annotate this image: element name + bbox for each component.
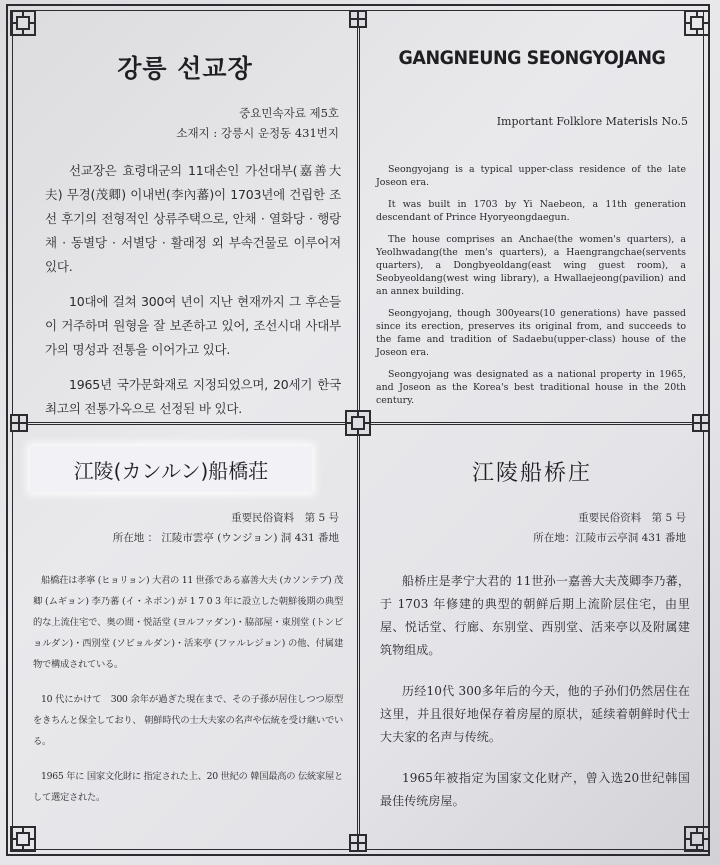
korean-paragraph: 1965년 국가문화재로 지정되었으며, 20세기 한국 최고의 전통가옥으로 선정된 바 있다.	[45, 377, 341, 416]
english-paragraph: Seongyojang was designated as a national property in 1965, and Joseon as the Korea's best traditional house in the 20th century.	[376, 369, 686, 406]
korean-location: 소재지 : 강릉시 운정동 431번지	[176, 126, 339, 140]
english-panel	[360, 11, 704, 422]
korean-body	[45, 159, 341, 432]
chinese-paragraph: 历经10代 300多年后的今天，他的子孙们仍然居住在这里，并且很好地保存着房屋的原状，延续着朝鲜时代士大夫家的名声与传统。	[380, 684, 690, 744]
japanese-body	[33, 570, 343, 822]
chinese-paragraph: 1965年被指定为国家文化财产，曾入选20世纪韩国最佳传统房屋。	[380, 771, 690, 808]
chinese-title: 江陵船桥庄	[471, 461, 592, 486]
chinese-designation: 重要民俗资料 第 5 号	[578, 512, 686, 524]
japanese-title: 江陵(カンルン)船橋荘	[73, 459, 269, 483]
japanese-designation: 重要民俗資料 第 5 号	[231, 512, 339, 524]
korean-designation: 중요민속자료 제5호	[239, 106, 339, 120]
chinese-paragraph: 船桥庄是孝宁大君的 11世孙一嘉善大夫茂卿李乃蕃，于 1703 年修建的典型的朝鲜后期上流阶层住宅，由里屋、悦话堂、行廊、东别堂、西别堂、活来亭以及附属建筑物组成。	[380, 574, 690, 657]
english-body	[376, 163, 686, 416]
japanese-paragraph: 1965 年に 国家文化財に 指定された上、20 世紀の 韓国最高の 伝統家屋として選定された。	[33, 771, 343, 803]
japanese-panel	[13, 426, 357, 850]
chinese-location: 所在地：江陵市云亭洞 431 番地	[533, 532, 686, 544]
english-paragraph: The house comprises an Anchae(the women's quarters), a Yeolhwadang(the men's quarters), a Haengrangchae(servents quarters), a Dongbyeoldang(east wing guest room), a Seobyeoldang(west wing library), a Hwallaejeong(pavilion) and an annex building.	[376, 234, 686, 297]
korean-title: 강릉 선교장	[117, 54, 253, 83]
korean-paragraph: 선교장은 효령대군의 11대손인 가선대부(嘉善大夫) 무경(茂卿) 이내번(李內蕃)이 1703년에 건립한 조선 후기의 전형적인 상류주택으로, 안채 · 열화당 · 행랑채 · 동별당 · 서별당 · 활래정 외 부속건물로 이루어져 있다.	[45, 163, 341, 274]
english-paragraph: Seongyojang is a typical upper-class residence of the late Joseon era.	[376, 164, 686, 188]
korean-meta	[176, 103, 339, 143]
chinese-body	[380, 570, 690, 831]
japanese-meta	[113, 508, 339, 548]
korean-paragraph: 10대에 걸쳐 300여 년이 지난 현재까지 그 후손들이 거주하며 원형을 잘 보존하고 있어, 조선시대 사대부가의 명성과 전통을 이어가고 있다.	[45, 294, 341, 357]
english-paragraph: It was built in 1703 by Yi Naebeon, a 11th generation descendant of Prince Hyoryeongdaegun.	[376, 199, 686, 223]
japanese-paragraph: 船橋荘は孝寧 (ヒョリョン) 大君の 11 世孫である嘉善大夫 (カソンテブ) 茂卿 (ムギョン) 李乃蕃 (イ・ネボン) が 1 7 0 3 年に設立した朝鮮後期の典型的な上流住宅で、奥の間・悦話堂 (ヨルファダン)・脇部屋・東別堂 (トンビョルダン)・西別堂 (ソビョルダン)・活来亭 (ファルレジョン) の他、付属建物で構成されている。	[33, 575, 343, 670]
english-paragraph: Seongyojang, though 300years(10 generations) have passed since its erection, preserves its original from, and succeeds to the fame and tradition of Sadaebu(upper-class) house of the Joseon era.	[376, 308, 686, 358]
korean-panel	[13, 11, 357, 422]
japanese-location: 所在地 ： 江陵市雲亭 (ウンジョン) 洞 431 番地	[112, 532, 339, 544]
english-title: GANGNEUNG SEONGYOJANG	[398, 47, 666, 69]
chinese-meta	[533, 508, 686, 548]
japanese-paragraph: 10 代にかけて 300 余年が過ぎた現在まで、その子孫が居住しつつ原型をきちんと保全しており、 朝鮮時代の士大夫家の名声や伝統を受け継いでいる。	[33, 694, 343, 747]
english-designation: Important Folklore Materisls No.5	[496, 115, 688, 128]
chinese-panel	[360, 426, 704, 850]
